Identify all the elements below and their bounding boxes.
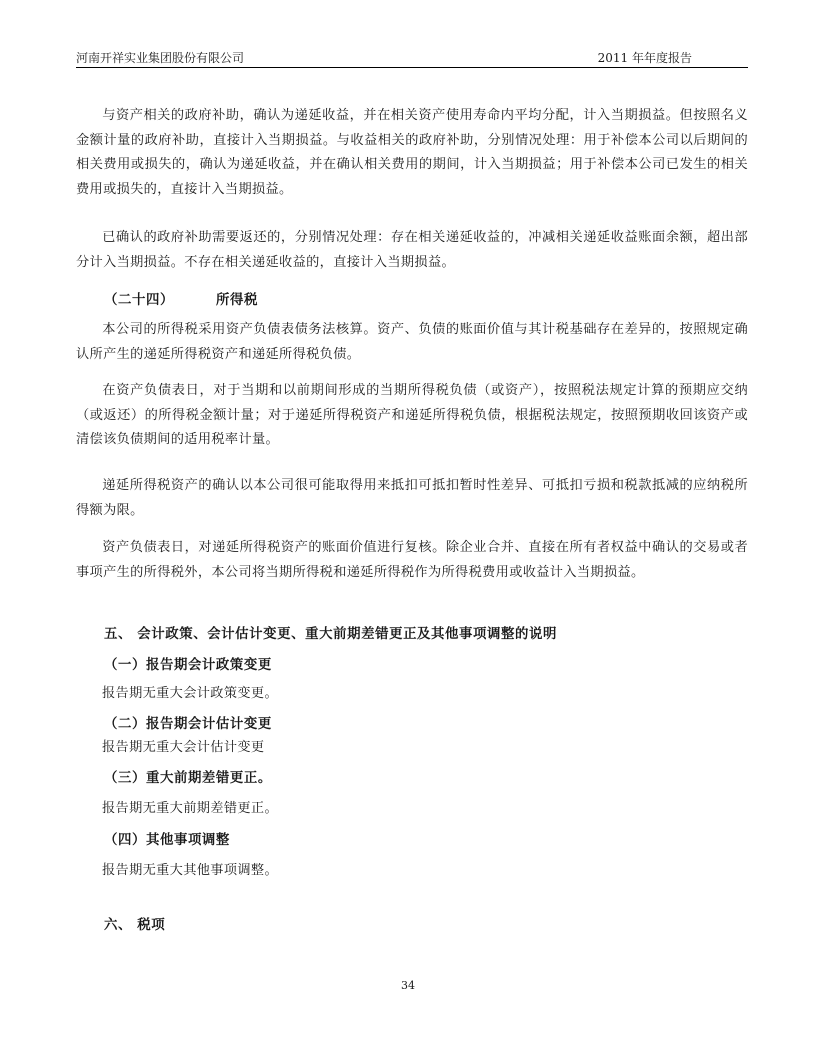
section-5-title: 五、 会计政策、会计估计变更、重大前期差错更正及其他事项调整的说明 — [104, 626, 557, 642]
page-header — [76, 49, 748, 68]
subsection-error-correction-text: 报告期无重大前期差错更正。 — [102, 801, 278, 816]
subsection-policy-change-text: 报告期无重大会计政策变更。 — [102, 686, 278, 701]
subsection-error-correction-title: （三）重大前期差错更正。 — [104, 770, 272, 786]
paragraph-text: 本公司的所得税采用资产负债表债务法核算。资产、负债的账面价值与其计税基础存在差异的，按照规定确认所产生的递延所得税资产和递延所得税负债。 — [76, 322, 748, 362]
subsection-policy-change-title: （一）报告期会计政策变更 — [104, 657, 272, 673]
section-24-number: （二十四） — [104, 292, 174, 308]
header-report-title: 2011 年年度报告 — [597, 51, 692, 65]
subsection-estimate-change-title: （二）报告期会计估计变更 — [104, 716, 272, 732]
section-6-title: 六、 税项 — [104, 917, 166, 933]
paragraph-text: 已确认的政府补助需要返还的，分别情况处理：存在相关递延收益的，冲减相关递延收益账面余额，超出部分计入当期损益。不存在相关递延收益的，直接计入当期损益。 — [76, 230, 748, 270]
subsection-other-adjustment-title: （四）其他事项调整 — [104, 832, 230, 848]
section-24-title: 所得税 — [216, 292, 258, 308]
paragraph-deferred-tax-review — [76, 536, 748, 585]
paragraph-deferred-tax-asset — [76, 474, 748, 523]
paragraph-current-tax — [76, 379, 748, 453]
subsection-estimate-change-text: 报告期无重大会计估计变更 — [102, 740, 265, 755]
paragraph-government-grants-assets — [76, 104, 748, 202]
paragraph-income-tax-method — [76, 318, 748, 367]
paragraph-text: 与资产相关的政府补助，确认为递延收益，并在相关资产使用寿命内平均分配，计入当期损益。但按照名义金额计量的政府补助，直接计入当期损益。与收益相关的政府补助，分别情况处理：用于补偿本公司以后期间的相关费用或损失的，确认为递延收益，并在确认相关费用的期间，计入当期损益；用于补偿本公司已发生的相关费用或损失的，直接计入当期损益。 — [76, 108, 748, 197]
subsection-other-adjustment-text: 报告期无重大其他事项调整。 — [102, 863, 278, 878]
paragraph-grant-refund — [76, 226, 748, 275]
paragraph-text: 资产负债表日，对递延所得税资产的账面价值进行复核。除企业合并、直接在所有者权益中确认的交易或者事项产生的所得税外，本公司将当期所得税和递延所得税作为所得税费用或收益计入当期损益。 — [76, 540, 748, 580]
page-number: 34 — [401, 979, 415, 992]
paragraph-text: 递延所得税资产的确认以本公司很可能取得用来抵扣可抵扣暂时性差异、可抵扣亏损和税款抵减的应纳税所得额为限。 — [76, 478, 748, 518]
header-company-name: 河南开祥实业集团股份有限公司 — [76, 51, 245, 65]
paragraph-text: 在资产负债表日，对于当期和以前期间形成的当期所得税负债（或资产），按照税法规定计算的预期应交纳（或返还）的所得税金额计量；对于递延所得税资产和递延所得税负债，根据税法规定，按照预期收回该资产或清偿该负债期间的适用税率计量。 — [76, 383, 748, 447]
